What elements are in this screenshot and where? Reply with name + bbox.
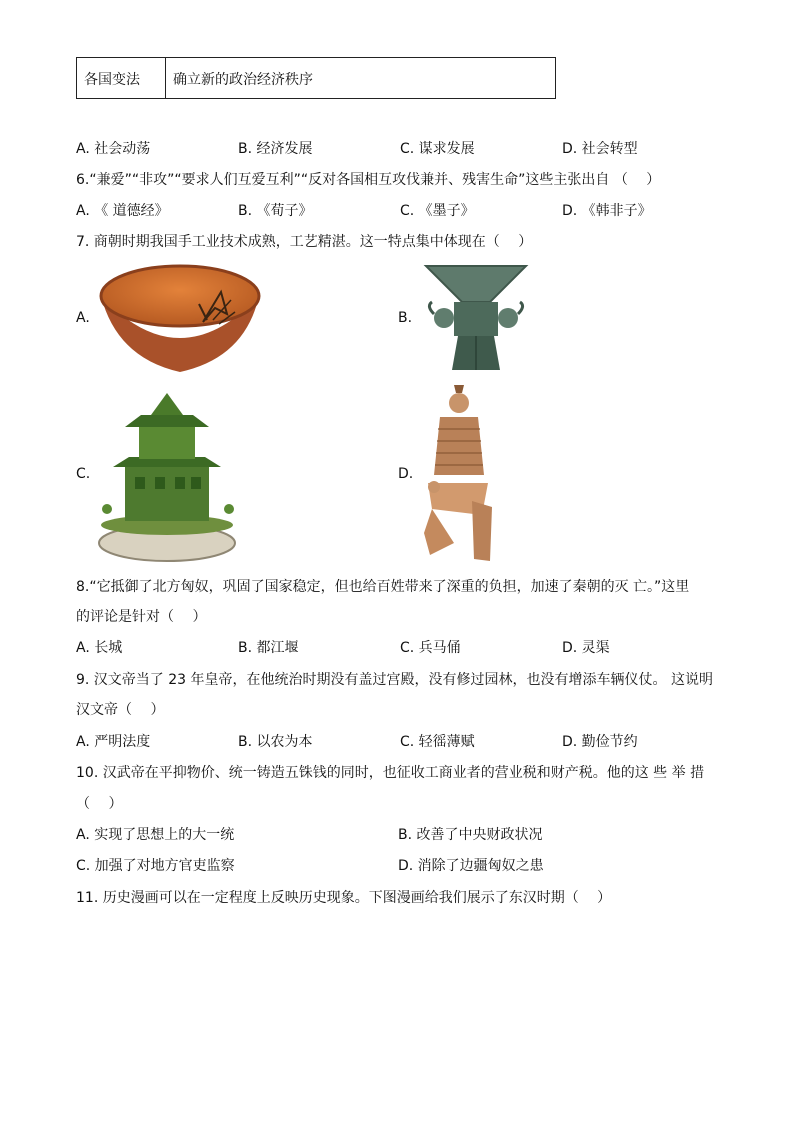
q7-label-a[interactable]: A. [76,310,90,326]
q11-stem: 11. 历史漫画可以在一定程度上反映历史现象。下图漫画给我们展示了东汉时期（ ） [76,890,612,906]
q8-stem-line1: 8.“它抵御了北方匈奴，巩固了国家稳定，但也给百姓带来了深重的负担，加速了秦朝的灭 亡。”这里 [76,579,690,595]
table-cell-order: 确立新的政治经济秩序 [173,72,313,88]
q5-option-c[interactable]: C. 谋求发展 [400,141,475,157]
q7-label-c[interactable]: C. [76,466,91,482]
terracotta-kneeling-archer-image[interactable] [418,383,500,565]
q5-option-b[interactable]: B. 经济发展 [238,141,313,157]
q9-option-b[interactable]: B. 以农为本 [238,734,313,750]
q10-option-b[interactable]: B. 改善了中央财政状况 [398,827,543,843]
q8-option-c[interactable]: C. 兵马俑 [400,640,461,656]
policy-table-row [76,57,556,99]
q9-option-c[interactable]: C. 轻徭薄赋 [400,734,475,750]
q5-option-d[interactable]: D. 社会转型 [562,141,638,157]
painted-pottery-bowl-image[interactable] [95,262,265,374]
q10-stem-line2: （ ） [76,796,123,812]
q10-option-c[interactable]: C. 加强了对地方官吏监察 [76,858,235,874]
q6-option-d[interactable]: D. 《韩非子》 [562,203,652,219]
q5-option-a[interactable]: A. 社会动荡 [76,141,151,157]
q10-option-d[interactable]: D. 消除了边疆匈奴之患 [398,858,544,874]
q10-option-a[interactable]: A. 实现了思想上的大一统 [76,827,235,843]
q7-stem: 7. 商朝时期我国手工业技术成熟，工艺精湛。这一特点集中体现在（ ） [76,234,533,250]
q9-option-d[interactable]: D. 勤俭节约 [562,734,638,750]
q9-option-a[interactable]: A. 严明法度 [76,734,151,750]
bronze-zun-vessel-image[interactable] [420,262,532,374]
q9-stem-line1: 9. 汉文帝当了 23 年皇帝，在他统治时期没有盖过宫殿，没有修过园林，也没有增添车辆仪仗。 这说明 [76,672,713,688]
q8-option-a[interactable]: A. 长城 [76,640,123,656]
q8-option-d[interactable]: D. 灵渠 [562,640,610,656]
q6-option-b[interactable]: B. 《荀子》 [238,203,313,219]
q6-option-a[interactable]: A. 《 道德经》 [76,203,169,219]
green-glazed-pottery-tower-image[interactable] [95,385,240,565]
q6-stem: 6.“兼爱”“非攻”“要求人们互爱互利”“反对各国相互攻伐兼并、残害生命”这些主张出自 （ ） [76,172,661,188]
q7-label-d[interactable]: D. [398,466,414,482]
q9-stem-line2: 汉文帝（ ） [76,702,165,718]
table-cell-reform: 各国变法 [77,58,166,98]
q10-stem-line1: 10. 汉武帝在平抑物价、统一铸造五铢钱的同时，也征收工商业者的营业税和财产税。他的这 些 举 措 [76,765,705,781]
q8-option-b[interactable]: B. 都江堰 [238,640,299,656]
q7-label-b[interactable]: B. [398,310,413,326]
q6-option-c[interactable]: C. 《墨子》 [400,203,475,219]
q8-stem-line2: 的评论是针对（ ） [76,609,207,625]
